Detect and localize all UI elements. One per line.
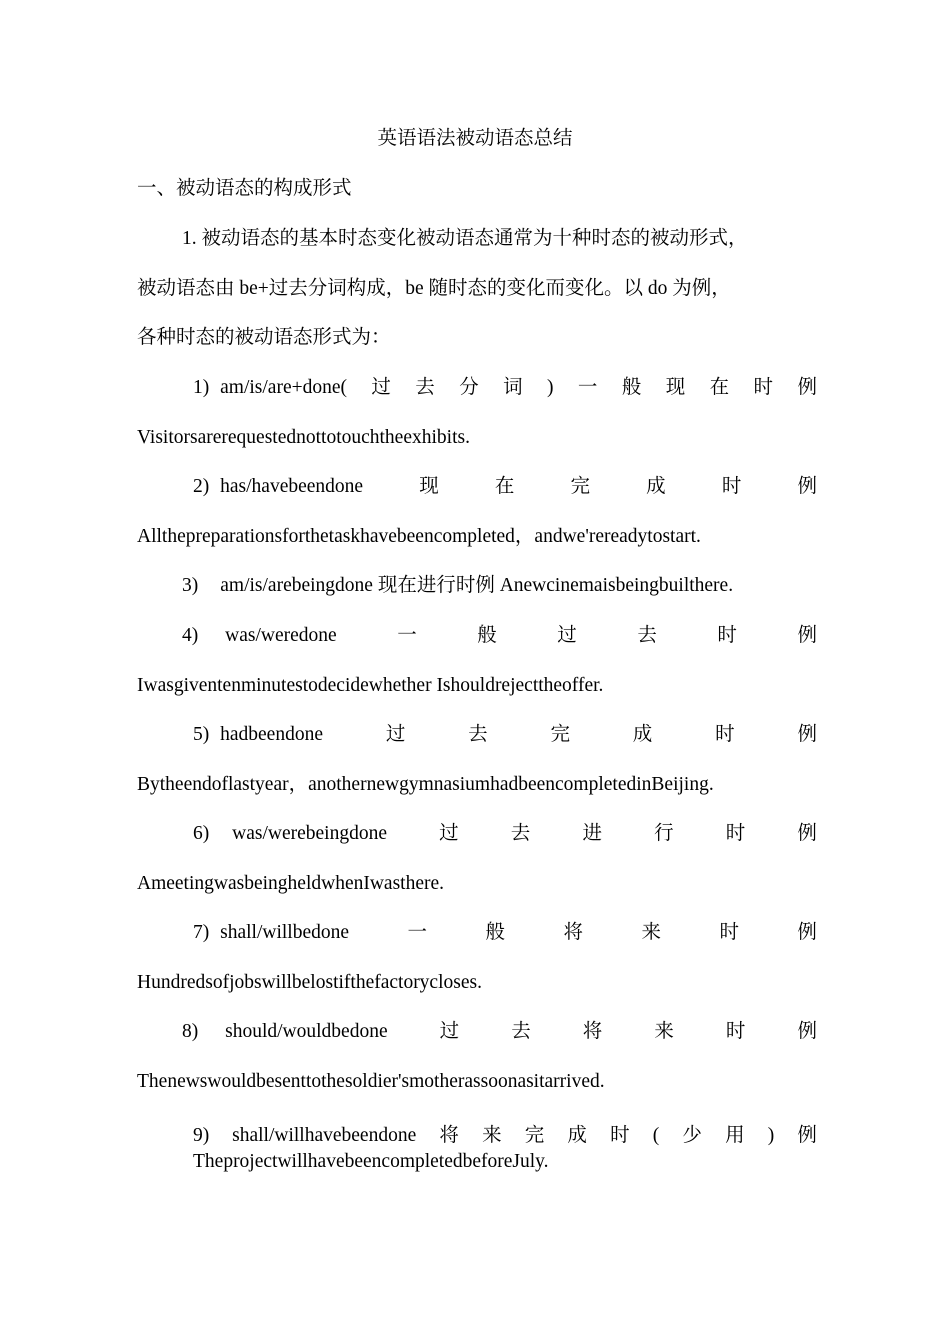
tense-form: shall/willbedone	[220, 922, 350, 943]
tense-char: 行	[654, 823, 674, 844]
tense-char: 成	[567, 1125, 587, 1146]
tense-char: 现	[419, 476, 439, 497]
item-5-heading	[193, 722, 817, 748]
tense-form: hadbeendone	[220, 724, 323, 745]
tense-char: 例	[797, 1125, 817, 1146]
intro-line-2: 被动语态由 be+过去分词构成，be 随时态的变化而变化。以 do 为例，	[137, 278, 731, 299]
tense-char: 去	[468, 724, 488, 745]
item-9-heading	[193, 1123, 817, 1149]
item-4-heading	[182, 623, 817, 649]
intro-line-1: 1. 被动语态的基本时态变化被动语态通常为十种时态的被动形式，	[182, 228, 748, 249]
item-number: 9)	[193, 1125, 210, 1146]
tense-char: 例	[797, 1021, 817, 1042]
tense-char: 用	[725, 1125, 745, 1146]
item-number: 8)	[182, 1021, 199, 1042]
tense-char: (	[652, 1125, 660, 1146]
tense-form: was/werebeingdone	[232, 823, 387, 844]
tense-char: )	[767, 1125, 775, 1146]
tense-char: 完	[550, 724, 570, 745]
tense-char: 少	[682, 1125, 702, 1146]
item-1-heading	[193, 375, 817, 401]
tense-char: 一	[407, 922, 428, 943]
item-8-example: Thenewswouldbesenttothesoldier'smotherassoonasitarrived.	[137, 1071, 605, 1092]
tense-char: 时	[719, 922, 739, 943]
item-number: 5)	[193, 724, 210, 745]
intro-line-3: 各种时态的被动语态形式为：	[137, 327, 391, 348]
tense-char: 过	[385, 724, 406, 745]
tense-form: should/wouldbedone	[225, 1021, 388, 1042]
tense-char: 去	[637, 625, 657, 646]
tense-char: 将	[439, 1125, 459, 1146]
tense-char: 例	[797, 377, 817, 398]
tense-char: 一	[397, 625, 417, 646]
tense-form: has/havebeendone	[220, 476, 364, 497]
item-8-heading	[182, 1019, 817, 1045]
tense-char: 例	[797, 823, 817, 844]
tense-char: 在	[494, 476, 515, 497]
tense-form: am/is/are+done(	[220, 377, 347, 398]
item-6-heading	[193, 821, 817, 847]
tense-char: 时	[721, 476, 742, 497]
tense-char: 在	[709, 377, 730, 398]
item-4-example: Iwasgiventenminutestodecidewhether Ishouldrejecttheoffer.	[137, 675, 604, 696]
tense-char: 一	[577, 377, 598, 398]
item-6-example: AmeetingwasbeingheldwhenIwasthere.	[137, 873, 445, 894]
tense-char: 例	[797, 724, 817, 745]
tense-char: 完	[570, 476, 591, 497]
item-number: 3)	[182, 575, 199, 596]
tense-char: )	[547, 377, 554, 398]
tense-char: 将	[563, 922, 583, 943]
item-9-example: TheprojectwillhavebeencompletedbeforeJuly.	[193, 1151, 549, 1172]
tense-char: 过	[439, 1021, 460, 1042]
item-number: 7)	[193, 922, 210, 943]
tense-char: 时	[725, 1021, 746, 1042]
item-2-example: Allthepreparationsforthetaskhavebeencompleted，andwe'rereadytostart.	[137, 526, 701, 547]
tense-char: 例	[797, 476, 817, 497]
tense-char: 完	[524, 1125, 545, 1146]
tense-char: 来	[654, 1021, 674, 1042]
tense-char: 成	[646, 476, 666, 497]
item-1-example: Visitorsarerequestednottotouchtheexhibits.	[137, 427, 470, 448]
tense-form: shall/willhavebeendone	[232, 1125, 417, 1146]
tense-char: 分	[459, 377, 479, 398]
tense-char: 般	[477, 625, 497, 646]
tense-char: 去	[415, 377, 435, 398]
tense-char: 将	[582, 1021, 603, 1042]
section-heading: 一、被动语态的构成形式	[137, 178, 352, 199]
tense-char: 时	[717, 625, 737, 646]
tense-char: 词	[503, 377, 523, 398]
tense-char: 时	[715, 724, 735, 745]
tense-char: 成	[632, 724, 653, 745]
item-number: 4)	[182, 625, 199, 646]
item-3-heading	[182, 573, 822, 599]
item-number: 1)	[193, 377, 210, 398]
tense-char: 去	[510, 823, 531, 844]
item-5-example: Bytheendoflastyear，anothernewgymnasiumhadbeencompletedinBeijing.	[137, 774, 714, 795]
tense-char: 过	[371, 377, 391, 398]
item-3-text: am/is/arebeingdone 现在进行时例 Anewcinemaisbeingbuilthere.	[220, 575, 734, 596]
tense-char: 般	[621, 377, 642, 398]
tense-char: 般	[485, 922, 505, 943]
tense-char: 来	[641, 922, 661, 943]
tense-char: 例	[797, 922, 817, 943]
item-2-heading	[193, 474, 817, 500]
item-7-example: Hundredsofjobswillbelostifthefactorycloses.	[137, 972, 482, 993]
tense-char: 时	[725, 823, 746, 844]
tense-char: 例	[797, 625, 817, 646]
item-7-heading	[193, 920, 817, 946]
tense-char: 去	[511, 1021, 531, 1042]
tense-form: was/weredone	[225, 625, 337, 646]
tense-char: 现	[665, 377, 686, 398]
tense-char: 来	[482, 1125, 502, 1146]
tense-char: 进	[582, 823, 602, 844]
tense-char: 时	[753, 377, 774, 398]
item-number: 2)	[193, 476, 210, 497]
document-title: 英语语法被动语态总结	[377, 128, 573, 149]
tense-char: 过	[439, 823, 459, 844]
tense-char: 时	[610, 1125, 630, 1146]
tense-char: 过	[557, 625, 577, 646]
item-number: 6)	[193, 823, 210, 844]
